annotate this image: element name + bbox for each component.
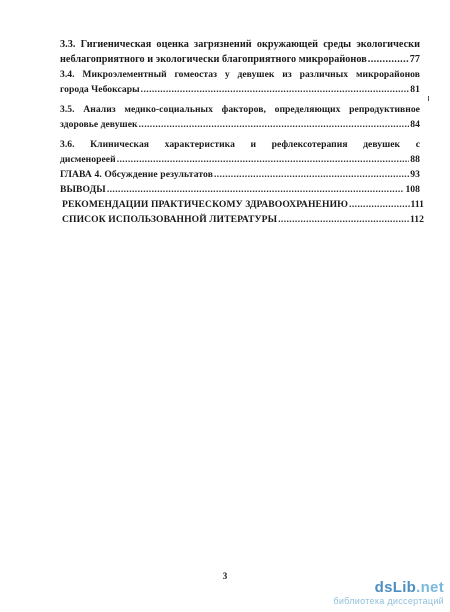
toc-entry-title-cont: неблагоприятного и экологически благоприятного микрорайонов	[60, 54, 367, 65]
toc-entry-chapter-4[interactable]	[60, 167, 420, 182]
toc-page-number: 77	[409, 54, 420, 65]
toc-entry-title: ВЫВОДЫ	[60, 184, 106, 195]
toc-entry-3-3[interactable]	[60, 37, 420, 67]
toc-page-number: 84	[410, 119, 420, 130]
watermark-logo: dsLib.net	[374, 579, 444, 596]
toc-entry-title: РЕКОМЕНДАЦИИ ПРАКТИЧЕСКОМУ ЗДРАВООХРАНЕНИЮ	[62, 199, 349, 210]
toc-entry-recommendations[interactable]	[62, 197, 424, 212]
toc-entry-title: СПИСОК ИСПОЛЬЗОВАННОЙ ЛИТЕРАТУРЫ	[62, 214, 278, 225]
watermark	[333, 580, 444, 606]
toc-leader-dots	[107, 182, 405, 197]
toc-entry-title: ГЛАВА 4. Обсуждение результатов	[60, 169, 213, 180]
toc-leader-dots	[214, 167, 409, 182]
toc-page-number: 81	[410, 84, 420, 95]
toc-entry-title-cont: здоровье девушек	[60, 119, 138, 130]
toc-page-number: 111	[410, 199, 424, 210]
toc-leader-dots	[278, 212, 409, 227]
toc-entry-3-5[interactable]	[60, 102, 420, 132]
toc-leader-dots	[139, 117, 410, 132]
toc-entry-3-6[interactable]	[60, 137, 420, 167]
toc-leader-dots	[368, 52, 409, 67]
margin-mark	[428, 96, 429, 101]
toc-entry-title: 3.4. Микроэлементный гомеостаз у девушек из различных микрорайонов	[60, 69, 420, 80]
toc-leader-dots	[117, 152, 410, 167]
toc-page-number: 93	[410, 169, 420, 180]
toc-entry-title: 3.3. Гигиеническая оценка загрязнений окружающей среды экологически	[60, 39, 420, 50]
toc-page-number: 108	[405, 184, 420, 195]
toc-leader-dots	[141, 82, 410, 97]
toc-entry-title-cont: города Чебоксары	[60, 84, 140, 95]
toc-entry-references[interactable]	[62, 212, 424, 227]
toc-page-number: 88	[410, 154, 420, 165]
toc-entry-title: 3.6. Клиническая характеристика и рефлексотерапия девушек с	[60, 139, 420, 150]
watermark-subtitle: библиотека диссертаций	[333, 596, 444, 606]
page-number: 3	[222, 571, 228, 581]
table-of-contents	[60, 37, 424, 227]
toc-leader-dots	[349, 197, 409, 212]
toc-entry-3-4[interactable]	[60, 67, 420, 97]
toc-entry-title-cont: дисменореей	[60, 154, 116, 165]
toc-entry-title: 3.5. Анализ медико-социальных факторов, определяющих репродуктивное	[60, 104, 420, 115]
toc-entry-conclusions[interactable]	[60, 182, 420, 197]
toc-page-number: 112	[409, 214, 424, 225]
